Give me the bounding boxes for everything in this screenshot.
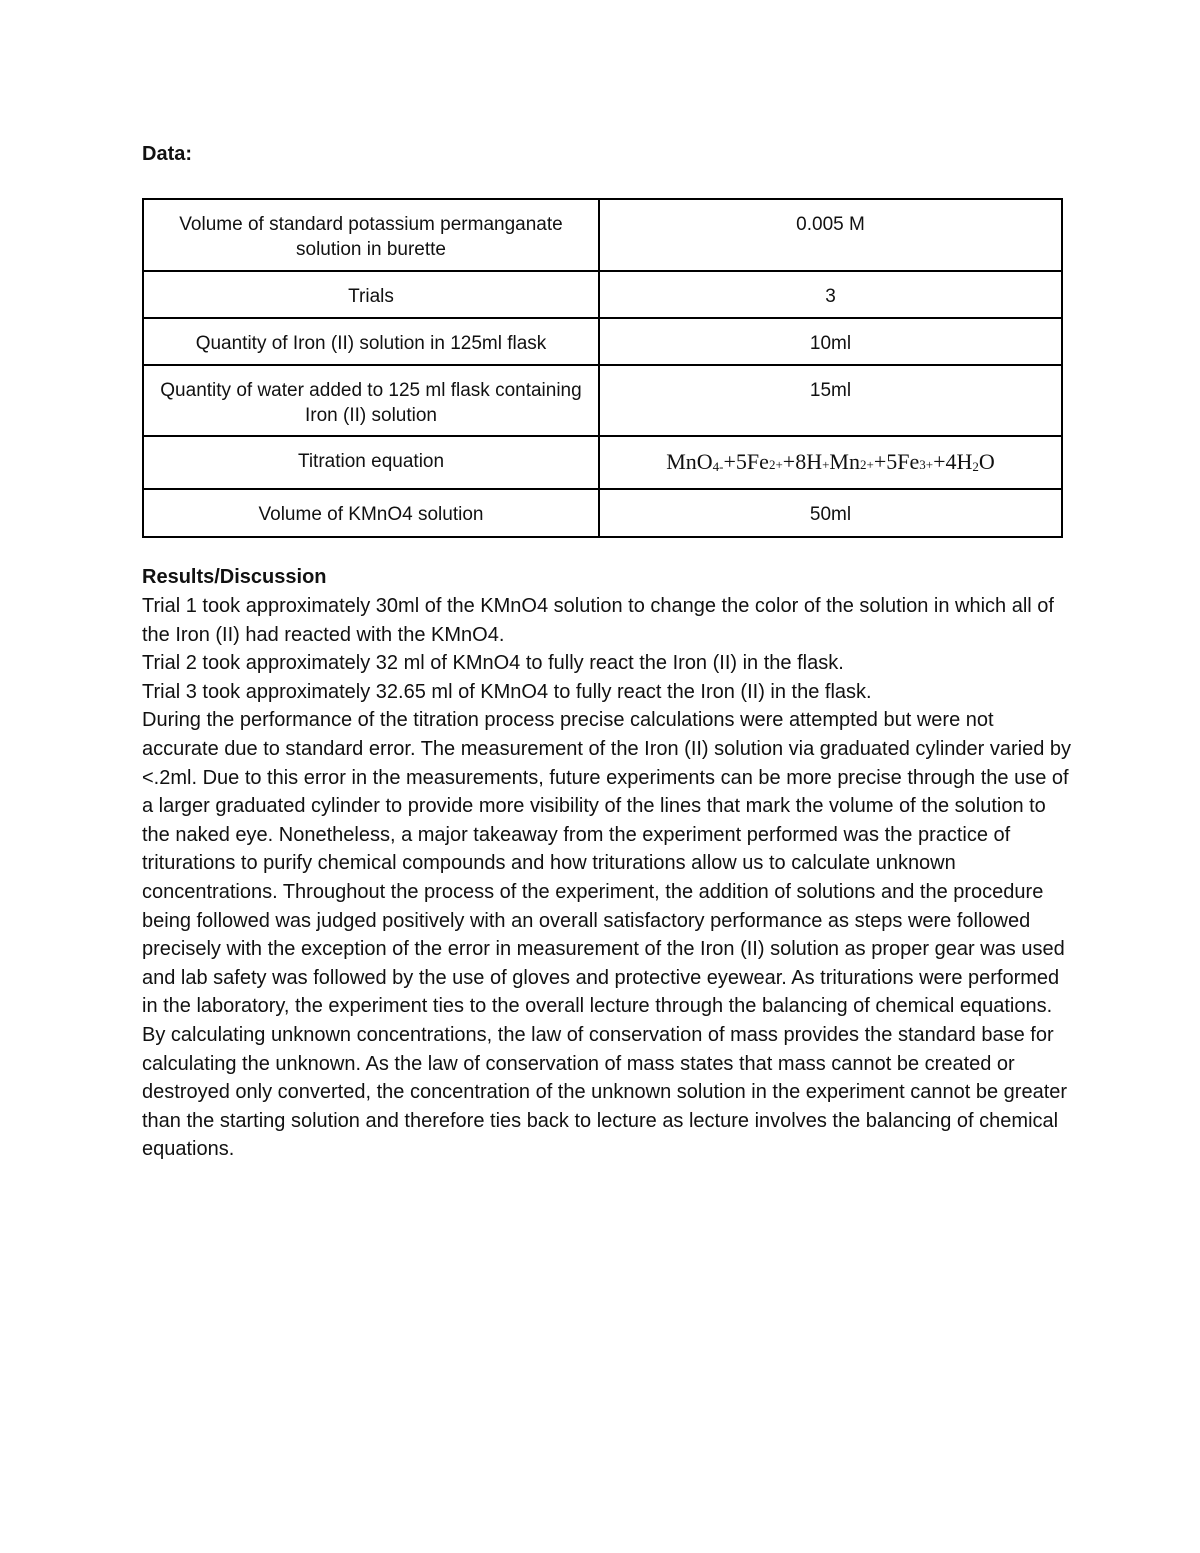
equation-superscript: 3+ xyxy=(919,457,934,472)
titration-equation-cell xyxy=(599,436,1062,489)
equation-part: +5Fe xyxy=(873,449,920,474)
equation-part: +8H xyxy=(782,449,823,474)
data-heading: Data: xyxy=(142,143,193,165)
titration-equation xyxy=(666,449,995,474)
results-paragraph: Trial 2 took approximately 32 ml of KMnO4 to fully react the Iron (II) in the flask. xyxy=(142,652,844,675)
equation-superscript: 2+ xyxy=(859,457,874,472)
equation-part: +5Fe xyxy=(723,449,769,474)
table-cell-value: 15ml xyxy=(599,365,1062,436)
table-cell-label: Trials xyxy=(143,271,599,318)
table-cell-label: Quantity of water added to 125 ml flask containing Iron (II) solution xyxy=(143,365,599,436)
data-table xyxy=(142,198,1063,538)
table-row xyxy=(143,199,1062,271)
table-row xyxy=(143,436,1062,489)
equation-subscript: 4- xyxy=(712,459,724,474)
equation-part: +4H xyxy=(933,449,973,474)
results-heading: Results/Discussion xyxy=(142,566,327,588)
table-row xyxy=(143,365,1062,436)
results-body xyxy=(142,592,1072,1164)
results-paragraph: During the performance of the titration process precise calculations were attempted but were not accurate due to standard error. The measurement of the Iron (II) solution via graduated cylinder varied by <.2ml. Due to this error in the measurements, future experiments can be more precise through the use of a larger graduated cylinder to provide more visibility of the lines that mark the volume of the solution to the naked eye. Nonetheless, a major takeaway from the experiment performed was the practice of triturations to purify chemical compounds and how triturations allow us to calculate unknown concentrations. Throughout the process of the experiment, the addition of solutions and the procedure being followed was judged positively with an overall satisfactory performance as steps were followed precisely with the exception of the error in measurement of the Iron (II) solution as proper gear was used and lab safety was followed by the use of gloves and protective eyewear. As triturations were performed in the laboratory, the experiment ties to the overall lecture through the balancing of chemical equations. By calculating unknown concentrations, the law of conservation of mass provides the standard base for calculating the unknown. As the law of conservation of mass states that mass cannot be created or destroyed only converted, the concentration of the unknown solution in the experiment cannot be greater than the starting solution and therefore ties back to lecture as lecture involves the balancing of chemical equations. xyxy=(142,709,1072,1161)
equation-part: MnO xyxy=(666,449,713,474)
table-row xyxy=(143,489,1062,537)
results-paragraph: Trial 1 took approximately 30ml of the KMnO4 solution to change the color of the solution in which all of the Iron (II) had reacted with the KMnO4. xyxy=(142,595,1054,646)
table-cell-label: Volume of KMnO4 solution xyxy=(143,489,599,537)
table-cell-value: 0.005 M xyxy=(599,199,1062,271)
table-cell-value: 50ml xyxy=(599,489,1062,537)
table-cell-value: 10ml xyxy=(599,318,1062,365)
equation-subscript: 2 xyxy=(972,459,979,474)
table-cell-label: Volume of standard potassium permanganate solution in burette xyxy=(143,199,599,271)
table-cell-value: 3 xyxy=(599,271,1062,318)
equation-superscript: 2+ xyxy=(768,457,783,472)
table-row xyxy=(143,271,1062,318)
results-paragraph: Trial 3 took approximately 32.65 ml of KMnO4 to fully react the Iron (II) in the flask. xyxy=(142,680,872,703)
equation-part: Mn xyxy=(829,449,860,474)
equation-superscript: + xyxy=(822,457,830,472)
table-cell-label: Quantity of Iron (II) solution in 125ml flask xyxy=(143,318,599,365)
equation-part: O xyxy=(978,449,995,474)
table-cell-label: Titration equation xyxy=(143,436,599,489)
table-row xyxy=(143,318,1062,365)
